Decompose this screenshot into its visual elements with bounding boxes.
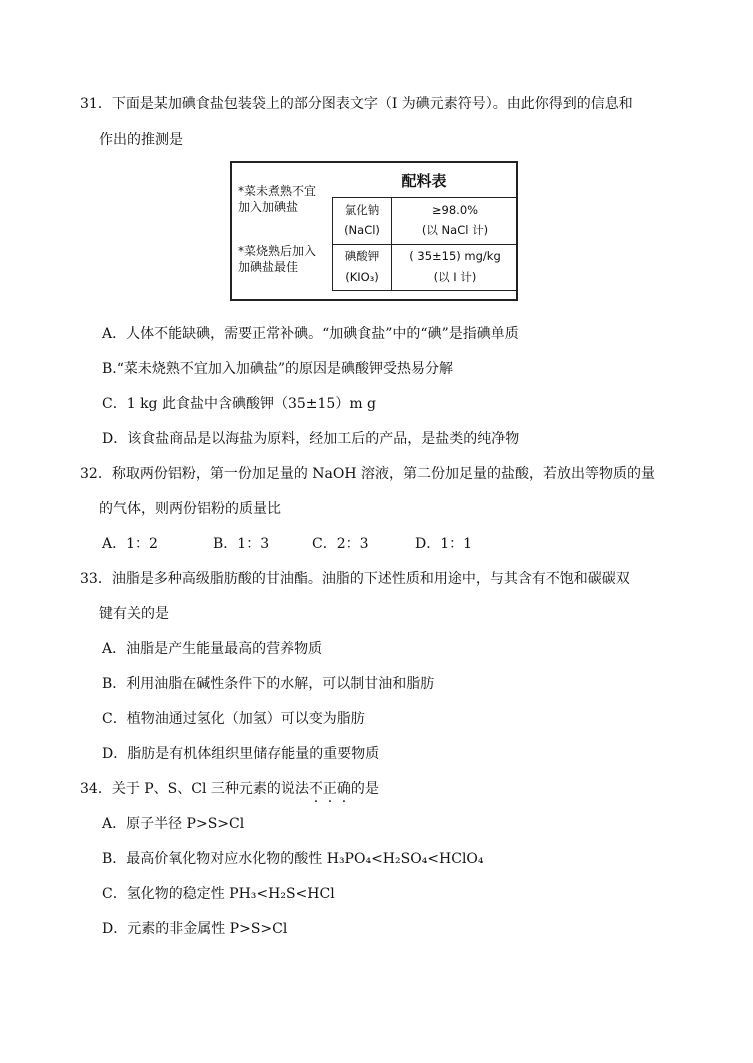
q31-option-b: B.“菜未烧熟不宜加入加碘盐”的原因是碘酸钾受热易分解	[102, 361, 454, 377]
row2-basis: (以 I 计)	[433, 270, 477, 284]
q32-option-d: D．1：1	[415, 536, 473, 552]
q34-stem-pre: 34．关于 P、S、Cl 三种元素的说法	[80, 781, 309, 797]
q34-stem-emphasis: 不正确	[308, 781, 351, 797]
ingredient-label-figure	[230, 161, 518, 301]
q34-option-c: C．氢化物的稳定性 PH₃<H₂S<HCl	[102, 886, 335, 902]
q34-option-a: A．原子半径 P>S>Cl	[102, 816, 245, 832]
q33-option-a: A．油脂是产生能量最高的营养物质	[102, 641, 323, 657]
q34-option-b: B．最高价氧化物对应水化物的酸性 H₃PO₄<H₂SO₄<HClO₄	[102, 851, 484, 867]
row1-name: 氯化钠	[344, 203, 380, 217]
q32-stem-line1: 32．称取两份铝粉，第一份加足量的 NaOH 溶液，第二份加足量的盐酸，若放出等物质的量	[80, 466, 655, 482]
ingredient-table	[332, 197, 518, 291]
q33-option-b: B．利用油脂在碱性条件下的水解，可以制甘油和脂肪	[102, 676, 435, 692]
figure-note-1-line2: 加入加碘盐	[238, 200, 299, 214]
q32-option-b: B．1：3	[213, 536, 270, 552]
table-divider	[333, 244, 517, 245]
q32-stem-line2: 的气体，则两份铝粉的质量比	[99, 501, 281, 517]
ingredient-table-title: 配料表	[401, 172, 447, 190]
q31-option-c: C．1 kg 此食盐中含碘酸钾（35±15）m g	[102, 396, 377, 412]
row2-formula: (KIO₃)	[345, 270, 379, 284]
q34-option-d: D．元素的非金属性 P>S>Cl	[102, 921, 288, 937]
q33-option-c: C．植物油通过氢化（加氢）可以变为脂肪	[102, 711, 365, 727]
q32-option-a: A．1：2	[102, 536, 158, 552]
q31-option-a: A．人体不能缺碘，需要正常补碘。“加碘食盐”中的“碘”是指碘单质	[102, 326, 519, 342]
row2-name: 碘酸钾	[344, 249, 380, 263]
figure-note-2-line1: *菜烧熟后加入	[238, 244, 317, 258]
row1-value: ≥98.0%	[431, 203, 479, 217]
q34-stem-post: 的是	[350, 781, 379, 797]
q31-stem-line2: 作出的推测是	[99, 132, 183, 148]
q34-stem	[80, 779, 379, 799]
row2-value: ( 35±15) mg/kg	[409, 249, 501, 263]
q33-option-d: D．脂肪是有机体组织里储存能量的重要物质	[102, 746, 380, 762]
figure-note-2-line2: 加碘盐最佳	[238, 260, 299, 274]
q33-stem-line1: 33．油脂是多种高级脂肪酸的甘油酯。油脂的下述性质和用途中，与其含有不饱和碳碳双	[80, 571, 630, 587]
row1-formula: (NaCl)	[344, 223, 380, 237]
figure-note-1-line1: *菜未煮熟不宜	[238, 184, 317, 198]
q31-stem-line1: 31．下面是某加碘食盐包装袋上的部分图表文字（I 为碘元素符号）。由此你得到的信息和	[80, 96, 633, 112]
q33-stem-line2: 键有关的是	[99, 606, 169, 622]
q32-option-c: C．2：3	[312, 536, 369, 552]
row1-basis: (以 NaCl 计)	[421, 223, 489, 237]
q31-option-d: D．该食盐商品是以海盐为原料，经加工后的产品，是盐类的纯净物	[102, 431, 520, 447]
